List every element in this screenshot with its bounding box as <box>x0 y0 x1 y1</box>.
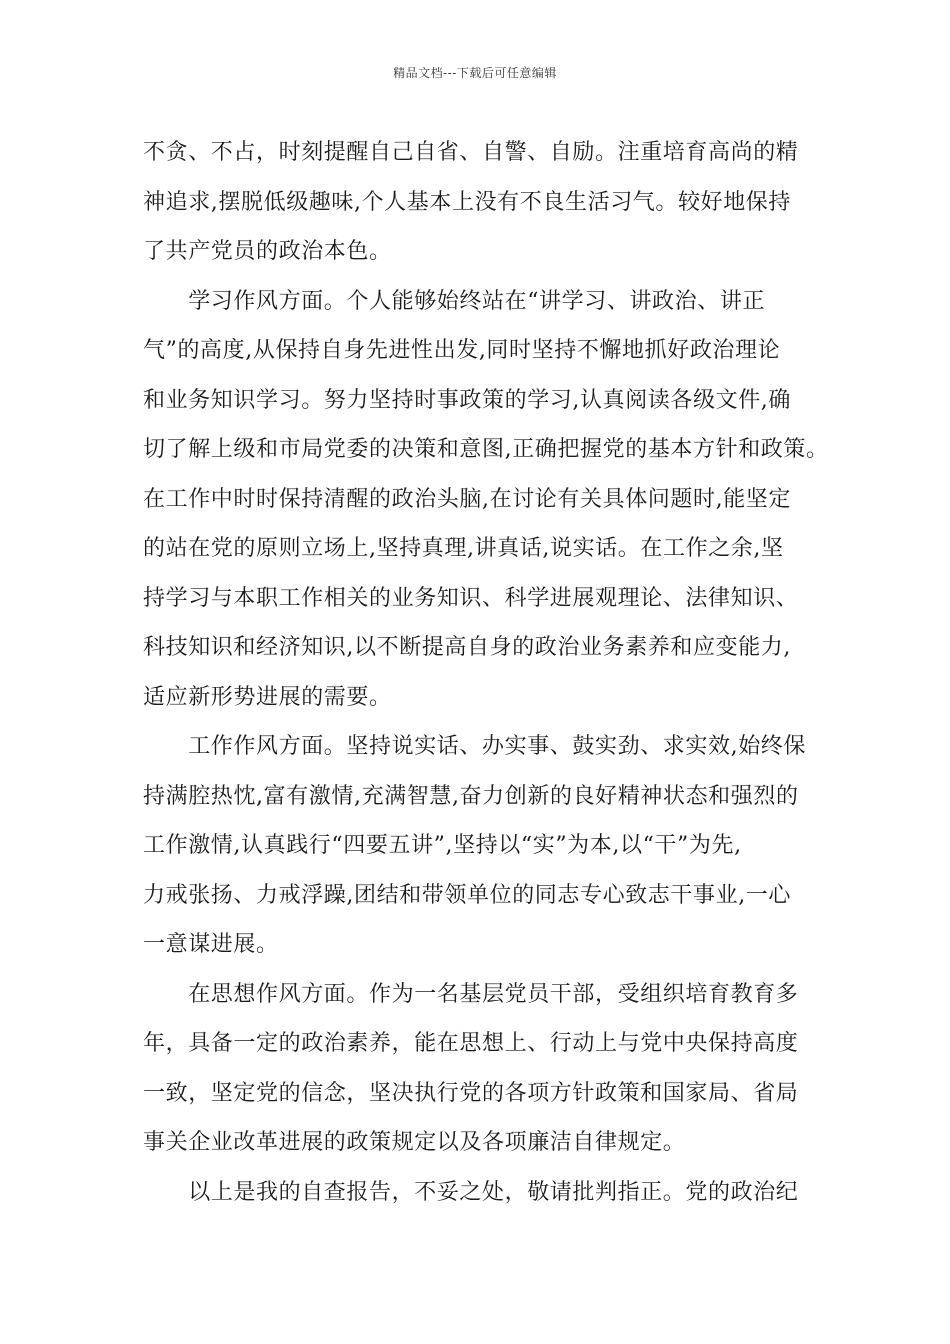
text-line: 气”的高度,从保持自身先进性出发,同时坚持不懈地抓好政治理论 <box>143 338 781 363</box>
text-line: 持满腔热忱,富有激情,充满智慧,奋力创新的良好精神状态和强烈的 <box>143 783 799 809</box>
text-line: 在工作中时时保持清醒的政治头脑,在讨论有关具体问题时,能坚定 <box>143 486 791 512</box>
paragraph-integrity <box>143 128 823 277</box>
paragraph-conclusion <box>143 1168 823 1218</box>
text-line: 事关企业改革进展的政策规定以及各项廉洁自律规定。 <box>143 1130 686 1155</box>
text-line: 学习作风方面。个人能够始终站在“讲学习、讲政治、讲正 <box>143 288 766 314</box>
text-line: 工作作风方面。坚持说实话、办实事、鼓实劲、求实效,始终保 <box>143 734 806 759</box>
text-line: 不贪、不占，时刻提醒自己自省、自警、自励。注重培育高尚的精 <box>143 140 799 165</box>
text-line: 适应新形势进展的需要。 <box>143 684 392 710</box>
text-line: 年，具备一定的政治素养，能在思想上、行动上与党中央保持高度 <box>143 1031 799 1056</box>
paragraph-ideology-style <box>143 970 823 1168</box>
text-line: 和业务知识学习。努力坚持时事政策的学习,认真阅读各级文件,确 <box>143 387 791 413</box>
text-line: 一意谋进展。 <box>143 932 279 957</box>
text-line: 了共产党员的政治本色。 <box>143 239 392 264</box>
text-line: 一致，坚定党的信念，坚决执行党的各项方针政策和国家局、省局 <box>143 1080 799 1106</box>
paragraph-study-style <box>143 277 829 723</box>
text-line: 力戒张扬、力戒浮躁,团结和带领单位的同志专心致志干事业,一心 <box>143 882 791 908</box>
text-line: 在思想作风方面。作为一名基层党员干部，受组织培育教育多 <box>143 981 799 1007</box>
document-body <box>143 128 829 1217</box>
text-line: 的站在党的原则立场上,坚持真理,讲真话,说实话。在工作之余,坚 <box>143 536 784 561</box>
paragraph-work-style <box>143 722 823 970</box>
page-header: 精品文档---下载后可任意编辑 <box>393 66 557 80</box>
text-line: 工作激情,认真践行“四要五讲”,坚持以“实”为本,以“干”为先, <box>143 833 742 858</box>
text-line: 以上是我的自查报告，不妥之处，敬请批判指正。党的政治纪 <box>143 1179 799 1205</box>
text-line: 科技知识和经济知识,以不断提高自身的政治业务素养和应变能力, <box>143 635 791 660</box>
text-line: 神追求,摆脱低级趣味,个人基本上没有不良生活习气。较好地保持 <box>143 189 791 215</box>
text-line: 持学习与本职工作相关的业务知识、科学进展观理论、法律知识、 <box>143 585 799 611</box>
text-line: 切了解上级和市局党委的决策和意图,正确把握党的基本方针和政策。 <box>143 437 829 462</box>
